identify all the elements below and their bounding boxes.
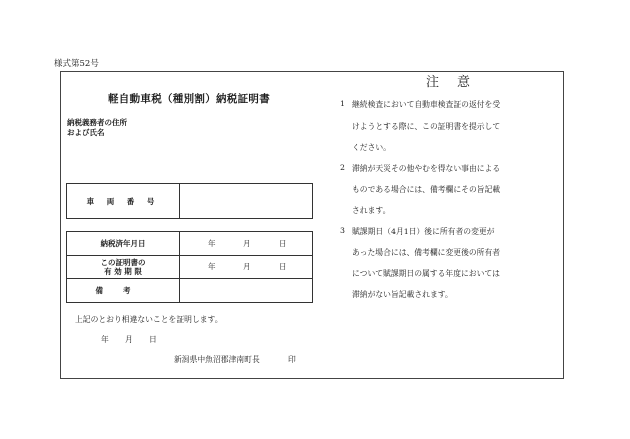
- notes-title: 注意: [426, 75, 489, 90]
- year-unit: 年: [101, 335, 109, 344]
- vehicle-number-label: 車 両 番 号: [67, 184, 180, 219]
- validity-period-field[interactable]: [180, 255, 313, 279]
- address-label-line1: 納税義務者の住所: [67, 118, 127, 127]
- day-unit: 日: [279, 238, 287, 248]
- issue-date-line: [101, 334, 157, 345]
- validity-period-label: この証明書の 有 効 期 限: [67, 255, 180, 279]
- payment-date-label: 納税済年月日: [67, 232, 180, 256]
- issuer-name: 新潟県中魚沼郡津南町長: [174, 355, 260, 364]
- table-row: [67, 232, 313, 256]
- month-unit: 月: [243, 262, 251, 272]
- year-unit: 年: [208, 262, 216, 272]
- remarks-field[interactable]: [180, 279, 313, 303]
- address-label: [67, 118, 127, 138]
- note-line: 滞納が天災その他やむを得ない事由による: [352, 164, 501, 173]
- note-line: されます。: [352, 206, 391, 215]
- table-row: [67, 255, 313, 279]
- note-line: について賦課期日の属する年度においては: [352, 269, 500, 278]
- seal-mark: 印: [288, 355, 296, 364]
- note-line: 継続検査において自動車検査証の返付を受: [352, 100, 501, 109]
- note-number: 2: [340, 163, 345, 172]
- vehicle-number-field[interactable]: [180, 184, 313, 219]
- remarks-label: 備考: [67, 279, 180, 303]
- day-unit: 日: [279, 262, 287, 272]
- note-number: 1: [340, 99, 345, 108]
- note-line: 滞納がない旨記載されます。: [352, 290, 453, 299]
- certificate-frame: [60, 71, 564, 379]
- address-label-line2: および氏名: [67, 128, 105, 137]
- note-line: ください。: [352, 143, 391, 152]
- month-unit: 月: [243, 238, 251, 248]
- year-unit: 年: [208, 238, 216, 248]
- month-unit: 月: [125, 335, 133, 344]
- payment-date-field[interactable]: [180, 232, 313, 256]
- dates-table: [66, 231, 313, 303]
- form-number: 様式第52号: [54, 59, 99, 69]
- note-line: けようとする際に、この証明書を提示して: [352, 122, 501, 131]
- certificate-title: 軽自動車税（種別割）納税証明書: [108, 93, 270, 105]
- table-row: [67, 279, 313, 303]
- certification-statement: 上記のとおり相違ないことを証明します。: [75, 315, 223, 324]
- note-line: あった場合には、備考欄に変更後の所有者: [352, 248, 501, 257]
- note-number: 3: [340, 226, 345, 235]
- note-line: ものである場合には、備考欄にその旨記載: [352, 185, 501, 194]
- note-line: 賦課期日（4月1日）後に所有者の変更が: [352, 227, 495, 236]
- day-unit: 日: [149, 335, 157, 344]
- vehicle-number-box: [66, 183, 313, 219]
